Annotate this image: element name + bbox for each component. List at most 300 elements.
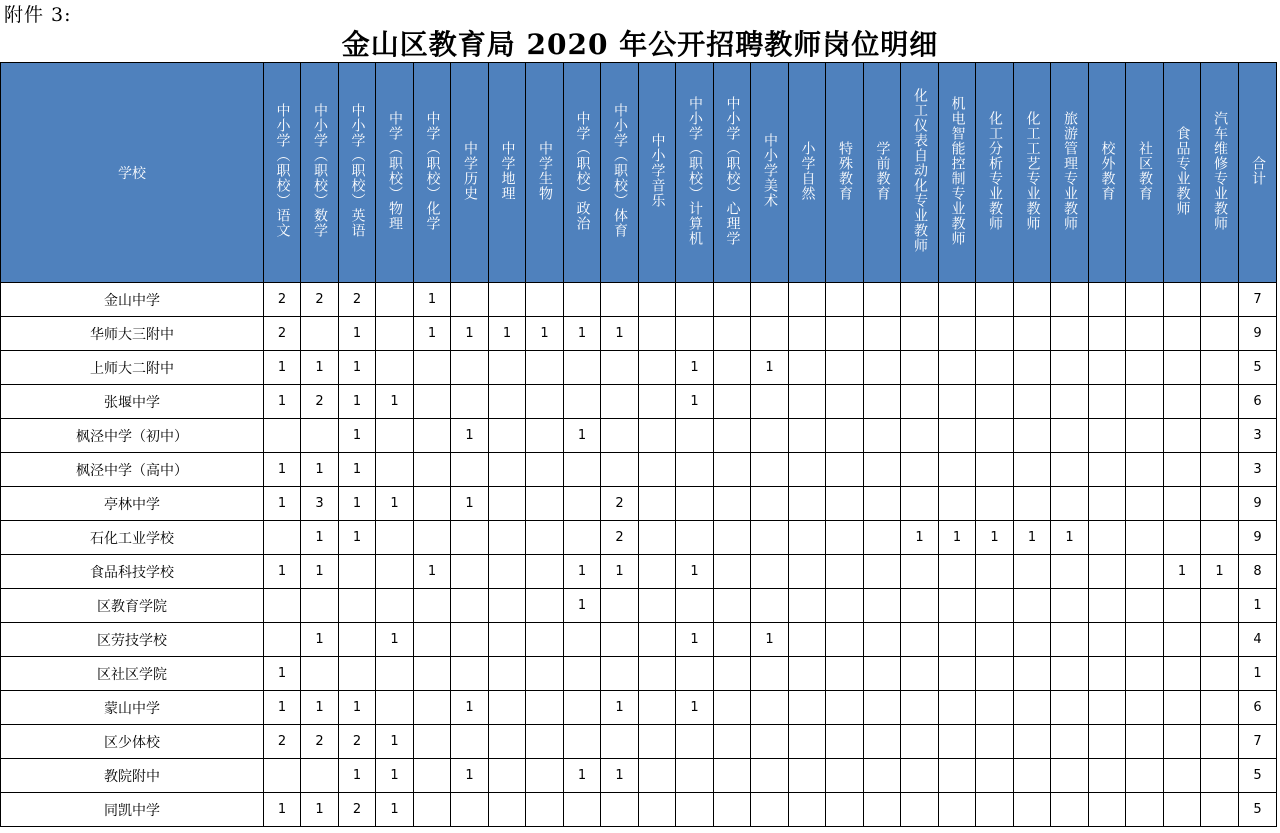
count-cell bbox=[714, 589, 751, 623]
count-cell bbox=[939, 725, 976, 759]
count-cell bbox=[1014, 453, 1051, 487]
count-cell: 1 bbox=[751, 623, 789, 657]
count-cell: 2 bbox=[301, 385, 339, 419]
count-cell bbox=[1126, 691, 1164, 725]
count-cell bbox=[1201, 691, 1239, 725]
column-header bbox=[901, 63, 939, 283]
count-cell: 1 bbox=[1014, 521, 1051, 555]
table-row bbox=[1, 385, 1277, 419]
total-cell: 5 bbox=[1239, 351, 1277, 385]
count-cell bbox=[976, 623, 1014, 657]
count-cell: 1 bbox=[264, 453, 301, 487]
count-cell: 1 bbox=[339, 419, 376, 453]
table-row bbox=[1, 793, 1277, 827]
count-cell bbox=[489, 521, 526, 555]
count-cell bbox=[639, 759, 676, 793]
count-cell bbox=[789, 793, 826, 827]
table-row bbox=[1, 521, 1277, 555]
count-cell bbox=[1089, 283, 1126, 317]
count-cell: 1 bbox=[676, 351, 714, 385]
count-cell bbox=[751, 283, 789, 317]
count-cell bbox=[714, 623, 751, 657]
count-cell bbox=[1201, 725, 1239, 759]
count-cell: 1 bbox=[564, 555, 601, 589]
count-cell: 2 bbox=[264, 317, 301, 351]
count-cell: 2 bbox=[601, 487, 639, 521]
table-row bbox=[1, 555, 1277, 589]
column-header bbox=[1126, 63, 1164, 283]
count-cell bbox=[901, 759, 939, 793]
column-header-label: 学前教育 bbox=[874, 140, 891, 201]
count-cell bbox=[376, 283, 414, 317]
count-cell bbox=[1201, 283, 1239, 317]
count-cell bbox=[1051, 691, 1089, 725]
count-cell bbox=[1089, 385, 1126, 419]
column-header bbox=[1051, 63, 1089, 283]
column-header bbox=[864, 63, 901, 283]
count-cell bbox=[714, 759, 751, 793]
count-cell bbox=[639, 691, 676, 725]
count-cell bbox=[376, 351, 414, 385]
count-cell bbox=[714, 793, 751, 827]
count-cell bbox=[1014, 759, 1051, 793]
total-cell: 8 bbox=[1239, 555, 1277, 589]
count-cell bbox=[1201, 385, 1239, 419]
column-header bbox=[676, 63, 714, 283]
count-cell bbox=[714, 555, 751, 589]
count-cell bbox=[939, 487, 976, 521]
count-cell bbox=[264, 759, 301, 793]
count-cell bbox=[339, 589, 376, 623]
count-cell bbox=[976, 657, 1014, 691]
count-cell bbox=[826, 623, 864, 657]
count-cell bbox=[1164, 589, 1201, 623]
count-cell bbox=[789, 759, 826, 793]
count-cell bbox=[1126, 453, 1164, 487]
total-cell: 1 bbox=[1239, 657, 1277, 691]
school-name-cell: 金山中学 bbox=[1, 283, 264, 317]
count-cell: 1 bbox=[414, 555, 451, 589]
count-cell bbox=[714, 487, 751, 521]
count-cell bbox=[264, 419, 301, 453]
count-cell bbox=[1051, 555, 1089, 589]
count-cell bbox=[376, 657, 414, 691]
count-cell bbox=[976, 759, 1014, 793]
total-cell: 5 bbox=[1239, 759, 1277, 793]
count-cell: 1 bbox=[564, 317, 601, 351]
count-cell bbox=[901, 317, 939, 351]
count-cell bbox=[1051, 453, 1089, 487]
count-cell: 1 bbox=[339, 691, 376, 725]
count-cell bbox=[639, 657, 676, 691]
school-column-header: 学校 bbox=[1, 63, 264, 283]
count-cell bbox=[939, 351, 976, 385]
count-cell bbox=[751, 419, 789, 453]
count-cell bbox=[714, 691, 751, 725]
count-cell bbox=[901, 725, 939, 759]
column-header bbox=[489, 63, 526, 283]
total-cell: 9 bbox=[1239, 317, 1277, 351]
count-cell bbox=[414, 589, 451, 623]
count-cell bbox=[976, 419, 1014, 453]
count-cell: 1 bbox=[376, 487, 414, 521]
count-cell bbox=[751, 691, 789, 725]
column-header-label: 中小学美术 bbox=[762, 133, 778, 208]
count-cell: 1 bbox=[489, 317, 526, 351]
count-cell bbox=[489, 283, 526, 317]
count-cell: 1 bbox=[601, 691, 639, 725]
school-name-cell: 区社区学院 bbox=[1, 657, 264, 691]
count-cell bbox=[301, 657, 339, 691]
count-cell bbox=[489, 691, 526, 725]
count-cell bbox=[639, 623, 676, 657]
column-header bbox=[751, 63, 789, 283]
count-cell bbox=[451, 555, 489, 589]
total-cell: 3 bbox=[1239, 419, 1277, 453]
count-cell bbox=[564, 691, 601, 725]
column-header bbox=[451, 63, 489, 283]
count-cell bbox=[1014, 793, 1051, 827]
count-cell bbox=[676, 317, 714, 351]
count-cell bbox=[1014, 589, 1051, 623]
count-cell: 1 bbox=[301, 453, 339, 487]
count-cell: 1 bbox=[376, 793, 414, 827]
count-cell bbox=[1051, 487, 1089, 521]
count-cell bbox=[1014, 623, 1051, 657]
count-cell: 1 bbox=[264, 793, 301, 827]
column-header bbox=[1164, 63, 1201, 283]
count-cell bbox=[1126, 317, 1164, 351]
count-cell: 1 bbox=[301, 691, 339, 725]
count-cell bbox=[864, 317, 901, 351]
count-cell: 1 bbox=[414, 317, 451, 351]
count-cell bbox=[489, 589, 526, 623]
count-cell bbox=[526, 419, 564, 453]
count-cell bbox=[339, 555, 376, 589]
school-name-cell: 同凯中学 bbox=[1, 793, 264, 827]
count-cell bbox=[1089, 589, 1126, 623]
column-header bbox=[414, 63, 451, 283]
count-cell bbox=[1126, 555, 1164, 589]
count-cell bbox=[864, 725, 901, 759]
count-cell bbox=[564, 657, 601, 691]
count-cell: 2 bbox=[339, 283, 376, 317]
count-cell bbox=[789, 725, 826, 759]
count-cell bbox=[676, 725, 714, 759]
school-name-cell: 张堰中学 bbox=[1, 385, 264, 419]
count-cell bbox=[826, 589, 864, 623]
count-cell bbox=[1089, 487, 1126, 521]
count-cell bbox=[826, 487, 864, 521]
count-cell bbox=[451, 351, 489, 385]
count-cell: 1 bbox=[339, 317, 376, 351]
count-cell bbox=[1089, 725, 1126, 759]
count-cell bbox=[526, 453, 564, 487]
count-cell bbox=[864, 419, 901, 453]
count-cell bbox=[639, 793, 676, 827]
count-cell bbox=[1164, 759, 1201, 793]
count-cell bbox=[1014, 317, 1051, 351]
count-cell bbox=[939, 317, 976, 351]
school-name-cell: 枫泾中学（初中） bbox=[1, 419, 264, 453]
count-cell bbox=[414, 759, 451, 793]
count-cell bbox=[489, 453, 526, 487]
count-cell bbox=[1051, 793, 1089, 827]
count-cell: 1 bbox=[264, 691, 301, 725]
column-header bbox=[976, 63, 1014, 283]
count-cell bbox=[1164, 657, 1201, 691]
count-cell bbox=[751, 725, 789, 759]
count-cell bbox=[789, 317, 826, 351]
count-cell bbox=[1089, 691, 1126, 725]
column-header-label: 中小学（职校）体育 bbox=[612, 103, 628, 238]
count-cell bbox=[789, 555, 826, 589]
column-header bbox=[1089, 63, 1126, 283]
count-cell bbox=[1014, 351, 1051, 385]
school-name-cell: 枫泾中学（高中） bbox=[1, 453, 264, 487]
count-cell bbox=[564, 623, 601, 657]
count-cell bbox=[451, 725, 489, 759]
column-header-label: 中学（职校）化学 bbox=[424, 110, 441, 231]
count-cell bbox=[601, 725, 639, 759]
count-cell: 1 bbox=[976, 521, 1014, 555]
column-header-label: 中小学（职校）心理学 bbox=[724, 95, 741, 246]
count-cell bbox=[789, 419, 826, 453]
count-cell bbox=[751, 487, 789, 521]
count-cell bbox=[526, 691, 564, 725]
count-cell bbox=[789, 351, 826, 385]
count-cell bbox=[826, 283, 864, 317]
count-cell bbox=[1164, 623, 1201, 657]
count-cell bbox=[864, 759, 901, 793]
count-cell bbox=[901, 283, 939, 317]
count-cell bbox=[751, 521, 789, 555]
count-cell: 1 bbox=[339, 487, 376, 521]
column-header bbox=[826, 63, 864, 283]
count-cell bbox=[826, 453, 864, 487]
count-cell bbox=[976, 351, 1014, 385]
count-cell bbox=[1089, 555, 1126, 589]
total-cell: 5 bbox=[1239, 793, 1277, 827]
count-cell: 2 bbox=[264, 725, 301, 759]
column-header-label: 社区教育 bbox=[1137, 140, 1153, 201]
count-cell bbox=[639, 351, 676, 385]
count-cell bbox=[526, 589, 564, 623]
count-cell bbox=[751, 589, 789, 623]
count-cell bbox=[901, 351, 939, 385]
count-cell bbox=[826, 793, 864, 827]
count-cell bbox=[826, 419, 864, 453]
count-cell bbox=[976, 793, 1014, 827]
count-cell bbox=[976, 555, 1014, 589]
count-cell: 1 bbox=[451, 419, 489, 453]
count-cell bbox=[564, 385, 601, 419]
count-cell bbox=[1014, 419, 1051, 453]
count-cell bbox=[264, 521, 301, 555]
count-cell: 2 bbox=[301, 283, 339, 317]
table-row bbox=[1, 657, 1277, 691]
count-cell bbox=[901, 657, 939, 691]
count-cell bbox=[564, 725, 601, 759]
count-cell bbox=[526, 385, 564, 419]
table-row bbox=[1, 453, 1277, 487]
total-cell: 6 bbox=[1239, 691, 1277, 725]
column-header-label: 中学生物 bbox=[537, 140, 553, 201]
count-cell: 1 bbox=[676, 385, 714, 419]
count-cell bbox=[1014, 385, 1051, 419]
count-cell bbox=[789, 657, 826, 691]
column-header bbox=[1239, 63, 1277, 283]
count-cell bbox=[901, 487, 939, 521]
column-header bbox=[264, 63, 301, 283]
count-cell bbox=[1164, 725, 1201, 759]
count-cell bbox=[1089, 317, 1126, 351]
count-cell bbox=[976, 453, 1014, 487]
count-cell bbox=[751, 385, 789, 419]
count-cell bbox=[1089, 657, 1126, 691]
count-cell bbox=[639, 555, 676, 589]
count-cell bbox=[751, 453, 789, 487]
count-cell: 1 bbox=[301, 521, 339, 555]
count-cell bbox=[489, 351, 526, 385]
column-header-label: 中学历史 bbox=[462, 140, 478, 201]
count-cell bbox=[489, 725, 526, 759]
count-cell: 3 bbox=[301, 487, 339, 521]
count-cell bbox=[901, 691, 939, 725]
count-cell bbox=[1201, 521, 1239, 555]
table-row bbox=[1, 589, 1277, 623]
column-header bbox=[1201, 63, 1239, 283]
count-cell bbox=[1014, 555, 1051, 589]
count-cell bbox=[601, 657, 639, 691]
count-cell bbox=[376, 589, 414, 623]
count-cell: 1 bbox=[564, 419, 601, 453]
count-cell: 1 bbox=[939, 521, 976, 555]
column-header-label: 旅游管理专业教师 bbox=[1062, 110, 1078, 231]
count-cell bbox=[414, 521, 451, 555]
count-cell: 1 bbox=[1051, 521, 1089, 555]
column-header bbox=[789, 63, 826, 283]
count-cell bbox=[526, 555, 564, 589]
total-cell: 9 bbox=[1239, 521, 1277, 555]
count-cell bbox=[676, 793, 714, 827]
count-cell bbox=[526, 657, 564, 691]
count-cell bbox=[939, 691, 976, 725]
table-row bbox=[1, 283, 1277, 317]
count-cell bbox=[751, 317, 789, 351]
column-header-label: 校外教育 bbox=[1099, 140, 1116, 201]
count-cell bbox=[751, 555, 789, 589]
count-cell bbox=[601, 623, 639, 657]
count-cell bbox=[1201, 759, 1239, 793]
count-cell bbox=[789, 453, 826, 487]
count-cell bbox=[1014, 691, 1051, 725]
total-cell: 1 bbox=[1239, 589, 1277, 623]
count-cell bbox=[976, 691, 1014, 725]
column-header bbox=[301, 63, 339, 283]
count-cell: 1 bbox=[264, 385, 301, 419]
count-cell: 1 bbox=[376, 759, 414, 793]
count-cell bbox=[939, 385, 976, 419]
count-cell bbox=[789, 691, 826, 725]
header-row bbox=[1, 63, 1277, 283]
count-cell bbox=[376, 317, 414, 351]
table-body bbox=[1, 283, 1277, 827]
count-cell bbox=[1164, 283, 1201, 317]
count-cell: 1 bbox=[676, 691, 714, 725]
column-header-label: 中小学（职校）语文 bbox=[274, 103, 291, 238]
count-cell bbox=[1126, 351, 1164, 385]
column-header bbox=[376, 63, 414, 283]
count-cell bbox=[301, 317, 339, 351]
count-cell: 1 bbox=[564, 759, 601, 793]
count-cell bbox=[526, 283, 564, 317]
column-header bbox=[339, 63, 376, 283]
count-cell bbox=[639, 589, 676, 623]
count-cell bbox=[489, 623, 526, 657]
count-cell bbox=[901, 589, 939, 623]
count-cell bbox=[451, 385, 489, 419]
count-cell bbox=[601, 351, 639, 385]
column-header bbox=[639, 63, 676, 283]
count-cell bbox=[639, 283, 676, 317]
count-cell: 1 bbox=[901, 521, 939, 555]
count-cell bbox=[1201, 657, 1239, 691]
count-cell bbox=[1126, 419, 1164, 453]
count-cell bbox=[901, 623, 939, 657]
count-cell bbox=[639, 419, 676, 453]
table-row bbox=[1, 759, 1277, 793]
column-header-label: 中学（职校）物理 bbox=[387, 110, 403, 231]
count-cell: 1 bbox=[301, 555, 339, 589]
count-cell bbox=[1164, 521, 1201, 555]
count-cell bbox=[1089, 623, 1126, 657]
count-cell bbox=[451, 793, 489, 827]
count-cell bbox=[1089, 793, 1126, 827]
count-cell: 1 bbox=[301, 793, 339, 827]
total-cell: 3 bbox=[1239, 453, 1277, 487]
count-cell bbox=[901, 385, 939, 419]
count-cell bbox=[1051, 419, 1089, 453]
count-cell bbox=[301, 589, 339, 623]
table-row bbox=[1, 691, 1277, 725]
school-name-cell: 蒙山中学 bbox=[1, 691, 264, 725]
count-cell bbox=[939, 419, 976, 453]
count-cell bbox=[676, 487, 714, 521]
school-name-cell: 华师大三附中 bbox=[1, 317, 264, 351]
count-cell bbox=[1051, 317, 1089, 351]
count-cell bbox=[526, 623, 564, 657]
count-cell bbox=[714, 453, 751, 487]
count-cell: 1 bbox=[264, 555, 301, 589]
count-cell bbox=[1051, 657, 1089, 691]
count-cell: 1 bbox=[1164, 555, 1201, 589]
count-cell bbox=[564, 453, 601, 487]
count-cell bbox=[414, 419, 451, 453]
count-cell bbox=[564, 793, 601, 827]
count-cell bbox=[489, 759, 526, 793]
column-header bbox=[601, 63, 639, 283]
count-cell bbox=[376, 419, 414, 453]
count-cell bbox=[1126, 725, 1164, 759]
count-cell bbox=[1014, 487, 1051, 521]
count-cell bbox=[864, 589, 901, 623]
count-cell: 1 bbox=[676, 555, 714, 589]
count-cell bbox=[1051, 759, 1089, 793]
count-cell bbox=[901, 793, 939, 827]
count-cell bbox=[826, 657, 864, 691]
count-cell bbox=[489, 793, 526, 827]
